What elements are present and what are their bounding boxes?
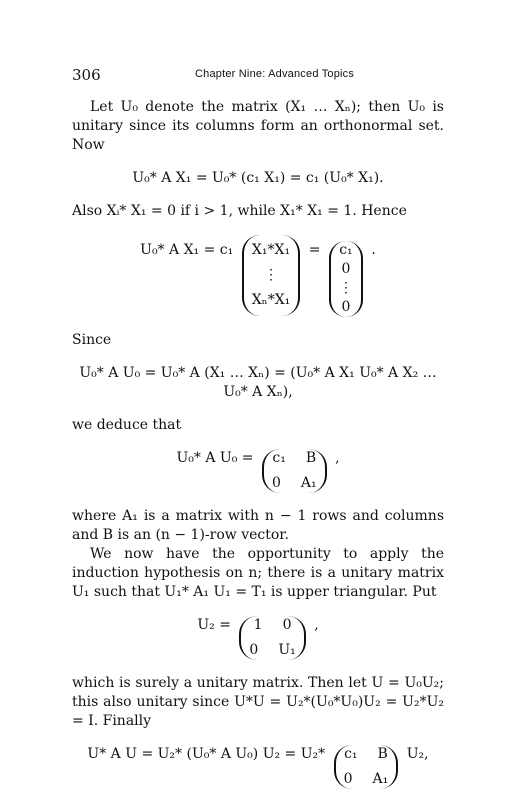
- matrix-cell: c₁: [344, 746, 358, 762]
- matrix-row: [272, 474, 317, 493]
- vector-x-entry: ⋮: [263, 267, 278, 283]
- matrix-cell: B: [305, 450, 317, 466]
- text-body: [72, 98, 444, 803]
- equation-5: [72, 616, 444, 660]
- vector-x-entry: Xₙ*X₁: [251, 292, 291, 308]
- eq5-end: ,: [314, 617, 319, 633]
- eq6-left: U* A U = U₂* (U₀* A U₀) U₂ = U₂*: [87, 746, 326, 762]
- matrix-cell: c₁: [272, 450, 286, 466]
- eq4-left: U₀* A U₀ =: [176, 450, 254, 466]
- vector-c: [329, 241, 363, 317]
- matrix-cell: B: [377, 746, 388, 762]
- vector-x: [242, 235, 301, 316]
- page-number: 306: [72, 66, 101, 84]
- matrix-row: [272, 449, 316, 468]
- matrix-cell: U₁: [278, 642, 296, 658]
- eq4-end: ,: [335, 450, 340, 466]
- matrix-cell: A₁: [300, 475, 317, 491]
- block-matrix-3: [334, 745, 399, 789]
- eq6-end: U₂,: [406, 746, 429, 762]
- block-matrix-2: [239, 616, 305, 660]
- vector-c-entry: 0: [341, 261, 351, 277]
- eq5-left: U₂ =: [197, 617, 231, 633]
- vector-c-entry: 0: [341, 299, 351, 315]
- matrix-cell: 0: [282, 617, 292, 633]
- vector-c-entry: c₁: [339, 242, 353, 258]
- matrix-cell: A₁: [372, 771, 389, 787]
- matrix-row: [254, 616, 292, 635]
- equation-1: U₀* A X₁ = U₀* (c₁ X₁) = c₁ (U₀* X₁).: [132, 170, 384, 186]
- vector-x-entry: X₁*X₁: [251, 242, 291, 258]
- paragraph-4: We now have the opportunity to apply the induction hypothesis on n; there is a unitary matrix U₁ such that U₁* A₁ U₁ = T₁ is upper triangular. Put: [72, 546, 444, 600]
- matrix-row: [249, 641, 295, 660]
- equation-3: U₀* A U₀ = U₀* A (X₁ … Xₙ) = (U₀* A X₁ U₀* A X₂ … U₀* A Xₙ),: [79, 365, 437, 400]
- eq2-end: .: [371, 242, 376, 258]
- matrix-cell: 0: [343, 771, 353, 787]
- paragraph-5: which is surely a unitary matrix. Then let U = U₀U₂; this also unitary since U*U = U₂*(U₀*U₀)U₂ = U₂*U₂ = I. Finally: [72, 675, 444, 729]
- vector-c-entry: ⋮: [338, 280, 353, 296]
- page-header: [72, 66, 444, 84]
- running-head: Chapter Nine: Advanced Topics: [195, 68, 355, 80]
- matrix-cell: 0: [249, 642, 259, 658]
- matrix-cell: 0: [271, 475, 281, 491]
- paragraph-deduce: we deduce that: [72, 417, 182, 433]
- paragraph-since: Since: [72, 332, 112, 348]
- matrix-row: [344, 745, 388, 764]
- equation-4: [72, 449, 444, 493]
- paragraph-2: Also Xᵢ* X₁ = 0 if i > 1, while X₁* X₁ = 1. Hence: [72, 203, 407, 219]
- eq2-equals: =: [308, 242, 321, 258]
- matrix-row: [344, 770, 389, 789]
- paragraph-1: Let U₀ denote the matrix (X₁ … Xₙ); then U₀ is unitary since its columns form an orthonormal set. Now: [72, 99, 444, 153]
- paragraph-3: where A₁ is a matrix with n − 1 rows and columns and B is an (n − 1)-row vector.: [72, 508, 444, 543]
- block-matrix-1: [262, 449, 327, 493]
- equation-6: [72, 745, 444, 789]
- matrix-cell: 1: [253, 617, 263, 633]
- equation-2: [72, 235, 444, 317]
- eq2-left: U₀* A X₁ = c₁: [140, 242, 234, 258]
